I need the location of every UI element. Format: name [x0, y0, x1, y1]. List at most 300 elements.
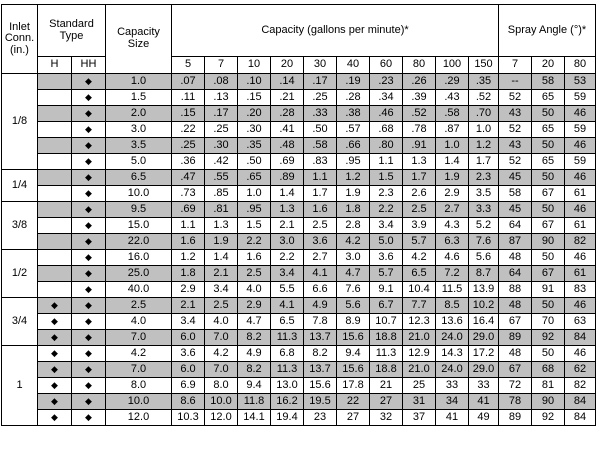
spray-angle-cell: 46 [565, 346, 596, 362]
inlet-size-cell: 1/4 [2, 170, 38, 202]
spray-angle-cell: 45 [499, 202, 532, 218]
capacity-value-cell: 1.7 [304, 186, 337, 202]
type-hh-marker: ◆ [72, 74, 106, 90]
capacity-value-cell: .25 [304, 90, 337, 106]
spray-angle-cell: 65 [532, 90, 565, 106]
spray-angle-cell: 52 [499, 154, 532, 170]
capacity-value-cell: 1.3 [205, 218, 238, 234]
table-row [2, 138, 596, 154]
capacity-value-cell: 3.0 [337, 250, 370, 266]
capacity-value-cell: .34 [370, 90, 403, 106]
capacity-value-cell: 4.2 [403, 250, 436, 266]
capacity-value-cell: 5.2 [469, 218, 499, 234]
capacity-size-label: Capacity Size [117, 26, 160, 50]
spray-angle-cell: 61 [565, 218, 596, 234]
capacity-value-cell: 32 [370, 410, 403, 426]
capacity-value-cell: 1.5 [370, 170, 403, 186]
spray-angle-cell: 59 [565, 154, 596, 170]
capacity-value-cell: 1.5 [238, 218, 271, 234]
capacity-value-cell: .35 [469, 74, 499, 90]
type-hh-marker: ◆ [72, 154, 106, 170]
spray-angle-cell: 65 [532, 122, 565, 138]
table-row [2, 250, 596, 266]
capacity-size-cell: 6.5 [106, 170, 172, 186]
capacity-size-cell: 9.5 [106, 202, 172, 218]
capacity-size-cell: 2.0 [106, 106, 172, 122]
spray-angle-cell: 83 [565, 282, 596, 298]
capacity-value-cell: 2.8 [337, 218, 370, 234]
capacity-value-cell: 1.0 [238, 186, 271, 202]
capacity-value-cell: .35 [238, 138, 271, 154]
spray-angle-cell: 46 [565, 138, 596, 154]
spray-angle-cell: 63 [565, 314, 596, 330]
spray-angle-cell: 90 [532, 394, 565, 410]
capacity-value-cell: 21.0 [403, 362, 436, 378]
capacity-value-cell: .10 [238, 74, 271, 90]
capacity-value-cell: .11 [172, 90, 205, 106]
capacity-value-cell: 11.3 [271, 362, 304, 378]
table-row [2, 346, 596, 362]
capacity-value-cell: 10.4 [403, 282, 436, 298]
type-h-marker: ◆ [38, 362, 72, 378]
capacity-value-cell: 4.7 [337, 266, 370, 282]
table-row [2, 282, 596, 298]
capacity-value-cell: 1.7 [403, 170, 436, 186]
inlet-size-cell: 3/8 [2, 202, 38, 250]
capacity-value-cell: 2.3 [370, 186, 403, 202]
table-row [2, 122, 596, 138]
capacity-value-cell: 2.6 [403, 186, 436, 202]
spray-angle-cell: 78 [499, 394, 532, 410]
spray-angle-cell: 65 [532, 154, 565, 170]
spray-angle-cell: 91 [532, 282, 565, 298]
capacity-value-cell: 18.8 [370, 362, 403, 378]
capacity-size-cell: 2.5 [106, 298, 172, 314]
capacity-value-cell: .07 [172, 74, 205, 90]
spray-angle-cell: 89 [499, 330, 532, 346]
spray-angle-cell: 50 [532, 202, 565, 218]
capacity-value-cell: 21 [370, 378, 403, 394]
capacity-value-cell: 6.5 [403, 266, 436, 282]
capacity-value-cell: .65 [238, 170, 271, 186]
nozzle-capacity-table [1, 4, 596, 426]
capacity-value-cell: .55 [205, 170, 238, 186]
spray-angle-cell: 59 [565, 122, 596, 138]
capacity-size-cell: 4.2 [106, 346, 172, 362]
capacity-value-cell: 1.9 [337, 186, 370, 202]
capacity-value-cell: 7.6 [337, 282, 370, 298]
capacity-value-cell: 8.0 [205, 378, 238, 394]
capacity-size-cell: 1.0 [106, 74, 172, 90]
capacity-value-cell: 5.7 [370, 266, 403, 282]
capacity-value-cell: .33 [304, 106, 337, 122]
capacity-value-cell: 15.6 [337, 362, 370, 378]
spray-angle-cell: 87 [499, 234, 532, 250]
capacity-value-cell: 1.6 [238, 250, 271, 266]
capacity-size-cell: 22.0 [106, 234, 172, 250]
capacity-value-cell: .20 [238, 106, 271, 122]
table-row [2, 170, 596, 186]
capacity-value-cell: 6.6 [304, 282, 337, 298]
capacity-value-cell: .69 [172, 202, 205, 218]
capacity-value-cell: .91 [403, 138, 436, 154]
inlet-size-cell: 1 [2, 346, 38, 426]
capacity-value-cell: .42 [205, 154, 238, 170]
capacity-value-cell: 6.9 [172, 378, 205, 394]
type-h-marker [38, 250, 72, 266]
capacity-value-cell: 12.3 [403, 314, 436, 330]
capacity-value-cell: .23 [370, 74, 403, 90]
capacity-value-cell: .80 [370, 138, 403, 154]
capacity-value-cell: 1.9 [205, 234, 238, 250]
capacity-value-cell: 2.5 [304, 218, 337, 234]
capacity-value-cell: .28 [337, 90, 370, 106]
spray-angle-cell: 84 [565, 410, 596, 426]
capacity-value-cell: 3.6 [172, 346, 205, 362]
capacity-value-cell: .25 [172, 138, 205, 154]
spray-angle-cell: 43 [499, 138, 532, 154]
capacity-value-cell: 2.5 [403, 202, 436, 218]
type-hh-marker: ◆ [72, 346, 106, 362]
capacity-value-cell: .47 [172, 170, 205, 186]
spray-angle-cell: 50 [532, 346, 565, 362]
capacity-value-cell: 1.4 [205, 250, 238, 266]
type-hh-marker: ◆ [72, 218, 106, 234]
capacity-value-cell: 13.7 [304, 362, 337, 378]
type-hh-marker: ◆ [72, 250, 106, 266]
capacity-value-cell: 5.5 [271, 282, 304, 298]
spray-angle-cell: 50 [532, 250, 565, 266]
spray-pressure-header: 7 [499, 57, 532, 74]
spray-angle-cell: 62 [565, 362, 596, 378]
capacity-value-cell: 8.7 [469, 266, 499, 282]
capacity-value-cell: 33 [436, 378, 469, 394]
capacity-size-cell: 5.0 [106, 154, 172, 170]
capacity-size-cell: 1.5 [106, 90, 172, 106]
type-hh-marker: ◆ [72, 298, 106, 314]
capacity-value-cell: 3.6 [304, 234, 337, 250]
capacity-value-cell: .28 [271, 106, 304, 122]
spray-angle-cell: 53 [565, 74, 596, 90]
capacity-value-cell: .70 [469, 106, 499, 122]
capacity-value-cell: 16.2 [271, 394, 304, 410]
table-row [2, 410, 596, 426]
capacity-value-cell: 22 [337, 394, 370, 410]
capacity-value-cell: 3.6 [370, 250, 403, 266]
capacity-value-cell: .52 [469, 90, 499, 106]
type-h-marker [38, 90, 72, 106]
capacity-value-cell: .68 [370, 122, 403, 138]
standard-type-header [38, 5, 106, 57]
type-hh-header: HH [72, 57, 106, 74]
capacity-value-cell: 27 [370, 394, 403, 410]
capacity-value-cell: 16.4 [469, 314, 499, 330]
capacity-value-cell: 1.8 [172, 266, 205, 282]
spray-angle-cell: 67 [499, 362, 532, 378]
capacity-size-cell: 3.5 [106, 138, 172, 154]
capacity-value-cell: 15.6 [337, 330, 370, 346]
spray-angle-cell: 82 [565, 378, 596, 394]
spray-angle-cell: 92 [532, 410, 565, 426]
type-h-header: H [38, 57, 72, 74]
capacity-value-cell: 6.3 [436, 234, 469, 250]
spray-pressure-header: 20 [532, 57, 565, 74]
capacity-value-cell: 2.2 [271, 250, 304, 266]
spray-angle-cell: 67 [532, 218, 565, 234]
capacity-value-cell: .43 [436, 90, 469, 106]
type-hh-marker: ◆ [72, 186, 106, 202]
capacity-size-cell: 10.0 [106, 394, 172, 410]
capacity-value-cell: 2.3 [469, 170, 499, 186]
spray-angle-cell: 46 [565, 106, 596, 122]
capacity-value-cell: .85 [205, 186, 238, 202]
spray-angle-cell: 61 [565, 266, 596, 282]
capacity-value-cell: 7.7 [403, 298, 436, 314]
capacity-value-cell: 29.0 [469, 362, 499, 378]
capacity-value-cell: .36 [172, 154, 205, 170]
capacity-value-cell: 1.3 [271, 202, 304, 218]
capacity-value-cell: 4.9 [238, 346, 271, 362]
table-row [2, 106, 596, 122]
capacity-value-cell: 1.0 [436, 138, 469, 154]
capacity-value-cell: .50 [304, 122, 337, 138]
capacity-value-cell: 2.9 [238, 298, 271, 314]
capacity-value-cell: 21.0 [403, 330, 436, 346]
spray-angle-cell: 89 [499, 410, 532, 426]
capacity-value-cell: 1.6 [172, 234, 205, 250]
table-row [2, 378, 596, 394]
capacity-header [172, 5, 499, 57]
capacity-value-cell: 24.0 [436, 362, 469, 378]
inlet-header [2, 5, 38, 74]
table-row [2, 218, 596, 234]
capacity-header-label: Capacity (gallons per minute)* [261, 23, 409, 36]
capacity-value-cell: .29 [436, 74, 469, 90]
capacity-value-cell: 8.2 [304, 346, 337, 362]
pressure-header: 100 [436, 57, 469, 74]
capacity-value-cell: 1.1 [304, 170, 337, 186]
capacity-value-cell: .25 [205, 122, 238, 138]
capacity-value-cell: 8.2 [238, 362, 271, 378]
table-row [2, 234, 596, 250]
type-hh-marker: ◆ [72, 330, 106, 346]
capacity-value-cell: 25 [403, 378, 436, 394]
table-row [2, 362, 596, 378]
capacity-value-cell: .46 [370, 106, 403, 122]
capacity-value-cell: 3.0 [271, 234, 304, 250]
capacity-value-cell: 1.9 [436, 170, 469, 186]
capacity-value-cell: 3.4 [172, 314, 205, 330]
capacity-value-cell: 2.2 [370, 202, 403, 218]
capacity-value-cell: 1.2 [172, 250, 205, 266]
type-h-marker [38, 266, 72, 282]
pressure-header: 20 [271, 57, 304, 74]
capacity-value-cell: 5.7 [403, 234, 436, 250]
type-h-marker [38, 202, 72, 218]
type-h-marker [38, 234, 72, 250]
capacity-value-cell: 5.0 [370, 234, 403, 250]
spray-pressure-header: 80 [565, 57, 596, 74]
table-row [2, 314, 596, 330]
capacity-value-cell: 10.7 [370, 314, 403, 330]
capacity-value-cell: 41 [469, 394, 499, 410]
capacity-size-cell: 10.0 [106, 186, 172, 202]
capacity-value-cell: .78 [403, 122, 436, 138]
type-hh-marker: ◆ [72, 362, 106, 378]
capacity-value-cell: 5.6 [469, 250, 499, 266]
capacity-value-cell: 1.6 [304, 202, 337, 218]
capacity-value-cell: 10.2 [469, 298, 499, 314]
capacity-value-cell: 41 [436, 410, 469, 426]
capacity-value-cell: 12.0 [205, 410, 238, 426]
type-h-marker [38, 154, 72, 170]
capacity-value-cell: 4.0 [238, 282, 271, 298]
capacity-value-cell: .30 [205, 138, 238, 154]
capacity-value-cell: 4.7 [238, 314, 271, 330]
capacity-value-cell: 2.9 [436, 186, 469, 202]
capacity-size-cell: 7.0 [106, 362, 172, 378]
spray-angle-cell: 48 [499, 346, 532, 362]
capacity-value-cell: 5.6 [337, 298, 370, 314]
capacity-value-cell: 9.1 [370, 282, 403, 298]
capacity-value-cell: 33 [469, 378, 499, 394]
capacity-value-cell: 7.0 [205, 330, 238, 346]
capacity-value-cell: 19.4 [271, 410, 304, 426]
table-row [2, 330, 596, 346]
capacity-value-cell: .22 [172, 122, 205, 138]
capacity-value-cell: 8.6 [172, 394, 205, 410]
capacity-value-cell: 6.0 [172, 330, 205, 346]
capacity-value-cell: 2.9 [172, 282, 205, 298]
capacity-value-cell: .57 [337, 122, 370, 138]
capacity-value-cell: 1.3 [403, 154, 436, 170]
type-h-marker [38, 106, 72, 122]
capacity-value-cell: 8.5 [436, 298, 469, 314]
spray-angle-label: Spray Angle (°)* [507, 23, 587, 36]
capacity-value-cell: .69 [271, 154, 304, 170]
spray-angle-cell: 50 [532, 138, 565, 154]
capacity-value-cell: 2.1 [172, 298, 205, 314]
type-hh-marker: ◆ [72, 138, 106, 154]
type-h-marker: ◆ [38, 410, 72, 426]
capacity-value-cell: 3.4 [205, 282, 238, 298]
capacity-value-cell: 2.1 [271, 218, 304, 234]
spray-angle-cell: 52 [499, 90, 532, 106]
capacity-value-cell: 13.7 [304, 330, 337, 346]
capacity-value-cell: .14 [271, 74, 304, 90]
capacity-value-cell: 49 [469, 410, 499, 426]
type-hh-marker: ◆ [72, 170, 106, 186]
spray-angle-cell: 50 [532, 106, 565, 122]
capacity-value-cell: 1.2 [337, 170, 370, 186]
spray-angle-cell: 67 [499, 314, 532, 330]
capacity-value-cell: 1.0 [469, 122, 499, 138]
capacity-value-cell: 18.8 [370, 330, 403, 346]
type-hh-marker: ◆ [72, 266, 106, 282]
capacity-value-cell: 1.4 [436, 154, 469, 170]
pressure-header: 40 [337, 57, 370, 74]
type-h-marker: ◆ [38, 378, 72, 394]
capacity-value-cell: .21 [271, 90, 304, 106]
standard-type-label: Standard Type [49, 17, 94, 42]
spray-angle-cell: 48 [499, 250, 532, 266]
capacity-value-cell: 6.8 [271, 346, 304, 362]
capacity-value-cell: .95 [238, 202, 271, 218]
pressure-header: 80 [403, 57, 436, 74]
capacity-value-cell: 7.2 [436, 266, 469, 282]
table-row [2, 90, 596, 106]
spray-angle-cell: 46 [565, 250, 596, 266]
type-hh-marker: ◆ [72, 202, 106, 218]
capacity-value-cell: 1.8 [337, 202, 370, 218]
capacity-value-cell: .15 [238, 90, 271, 106]
spray-angle-cell: 92 [532, 330, 565, 346]
spray-angle-cell: -- [499, 74, 532, 90]
capacity-size-cell: 16.0 [106, 250, 172, 266]
type-hh-marker: ◆ [72, 378, 106, 394]
spray-angle-cell: 61 [565, 186, 596, 202]
capacity-value-cell: .73 [172, 186, 205, 202]
spray-angle-cell: 90 [532, 234, 565, 250]
capacity-value-cell: 10.3 [172, 410, 205, 426]
capacity-value-cell: 14.3 [436, 346, 469, 362]
capacity-size-cell: 7.0 [106, 330, 172, 346]
type-hh-marker: ◆ [72, 314, 106, 330]
capacity-value-cell: .38 [337, 106, 370, 122]
capacity-value-cell: .17 [304, 74, 337, 90]
spray-angle-cell: 64 [499, 218, 532, 234]
capacity-value-cell: 24.0 [436, 330, 469, 346]
capacity-size-header [106, 5, 172, 74]
capacity-value-cell: 14.1 [238, 410, 271, 426]
capacity-value-cell: .66 [337, 138, 370, 154]
capacity-value-cell: .48 [271, 138, 304, 154]
capacity-value-cell: 11.3 [271, 330, 304, 346]
type-h-marker: ◆ [38, 330, 72, 346]
spray-angle-cell: 82 [565, 234, 596, 250]
pressure-header: 30 [304, 57, 337, 74]
capacity-value-cell: .52 [403, 106, 436, 122]
capacity-value-cell: 8.2 [238, 330, 271, 346]
capacity-value-cell: .26 [403, 74, 436, 90]
capacity-value-cell: 11.3 [370, 346, 403, 362]
capacity-value-cell: 13.9 [469, 282, 499, 298]
capacity-value-cell: .50 [238, 154, 271, 170]
capacity-value-cell: 17.8 [337, 378, 370, 394]
capacity-size-cell: 15.0 [106, 218, 172, 234]
capacity-value-cell: 4.2 [205, 346, 238, 362]
capacity-value-cell: .30 [238, 122, 271, 138]
capacity-value-cell: 10.0 [205, 394, 238, 410]
pressure-header: 7 [205, 57, 238, 74]
capacity-value-cell: 31 [403, 394, 436, 410]
capacity-value-cell: 7.6 [469, 234, 499, 250]
table-row [2, 394, 596, 410]
capacity-value-cell: .95 [337, 154, 370, 170]
capacity-value-cell: 4.1 [304, 266, 337, 282]
inlet-header-label: Inlet Conn. (in.) [4, 20, 35, 56]
spray-angle-cell: 84 [565, 330, 596, 346]
type-h-marker [38, 218, 72, 234]
capacity-value-cell: 6.0 [172, 362, 205, 378]
type-hh-marker: ◆ [72, 394, 106, 410]
pressure-header: 150 [469, 57, 499, 74]
type-h-marker: ◆ [38, 298, 72, 314]
spray-angle-cell: 46 [565, 170, 596, 186]
capacity-value-cell: .39 [403, 90, 436, 106]
type-h-marker [38, 282, 72, 298]
capacity-value-cell: 1.7 [469, 154, 499, 170]
